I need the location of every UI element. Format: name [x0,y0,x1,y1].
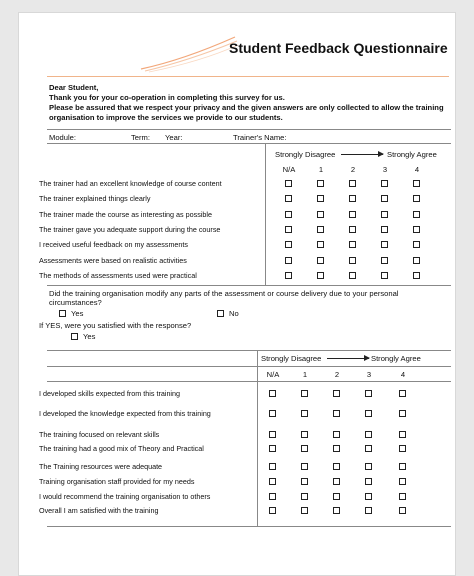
rating-checkbox-s2-3-4[interactable] [399,431,406,438]
rating-checkbox-s1-7-2[interactable] [349,272,356,279]
modify-no-checkbox[interactable] [217,310,224,317]
modify-question-line-1: Did the training organisation modify any parts of the assessment or course delivery due to your personal [49,289,399,298]
section2-top-line [47,350,451,351]
question-s1-3: The trainer made the course as interesting as possible [39,209,212,219]
modify-question-line-2: circumstances? [49,298,102,307]
rating-checkbox-s2-6-1[interactable] [301,478,308,485]
column-header-2: 2 [350,165,356,174]
rating-checkbox-s2-7-3[interactable] [365,493,372,500]
column-header-2-0: N/A [266,370,280,379]
module-row-bottom-line [47,143,451,144]
rating-checkbox-s2-1-1[interactable] [301,390,308,397]
intro-line-2: Please be assured that we respect your privacy and the given answers are only collected to allow the training [49,103,444,112]
rating-checkbox-s2-1-4[interactable] [399,390,406,397]
rating-checkbox-s2-4-3[interactable] [365,445,372,452]
section1-divider [265,143,266,285]
strongly-disagree-label: Strongly Disagree [275,150,336,159]
rating-checkbox-s2-8-4[interactable] [399,507,406,514]
rating-checkbox-s1-1-2[interactable] [349,180,356,187]
rating-checkbox-s2-4-1[interactable] [301,445,308,452]
rating-checkbox-s2-6-2[interactable] [333,478,340,485]
rating-checkbox-s2-7-1[interactable] [301,493,308,500]
question-s1-4: The trainer gave you adequate support during the course [39,224,221,234]
rating-checkbox-s2-3-1[interactable] [301,431,308,438]
rating-checkbox-s1-3-2[interactable] [349,211,356,218]
rating-checkbox-s1-5-1[interactable] [317,241,324,248]
strongly-agree-label-2: Strongly Agree [371,354,421,363]
question-s2-8: Overall I am satisfied with the training [39,506,159,515]
rating-checkbox-s2-5-4[interactable] [399,463,406,470]
rating-checkbox-s2-4-2[interactable] [333,445,340,452]
rating-checkbox-s1-3-4[interactable] [413,211,420,218]
question-s1-2: The trainer explained things clearly [39,194,151,204]
followup-yes-checkbox[interactable] [71,333,78,340]
term-label: Term: [131,133,150,142]
rating-checkbox-s1-7-3[interactable] [381,272,388,279]
rating-checkbox-s1-7-4[interactable] [413,272,420,279]
question-s1-1: The trainer had an excellent knowledge of course content [39,179,222,188]
rating-checkbox-s2-5-2[interactable] [333,463,340,470]
rating-checkbox-s1-1-1[interactable] [317,180,324,187]
decorative-swoosh [139,33,239,73]
rating-checkbox-s2-6-4[interactable] [399,478,406,485]
question-s2-1: I developed skills expected from this training [39,389,181,398]
question-s2-2: I developed the knowledge expected from this training [39,409,211,418]
rating-checkbox-s1-1-0[interactable] [285,180,292,187]
question-s2-7: I would recommend the training organisation to others [39,492,211,501]
rating-checkbox-s2-3-2[interactable] [333,431,340,438]
column-header-2-3: 3 [366,370,372,379]
rating-checkbox-s1-6-0[interactable] [285,257,292,264]
modify-no-label: No [229,309,239,318]
question-s1-7: The methods of assessments used were practical [39,270,197,280]
rating-checkbox-s1-4-1[interactable] [317,226,324,233]
question-s2-5: The Training resources were adequate [39,462,163,471]
rating-checkbox-s2-5-1[interactable] [301,463,308,470]
rating-checkbox-s2-2-1[interactable] [301,410,308,417]
table-top-line [47,129,451,130]
section1-bottom-line [47,285,451,286]
scale-arrow-icon-2 [327,358,369,359]
rating-checkbox-s2-7-4[interactable] [399,493,406,500]
column-header-4: 4 [414,165,420,174]
modify-yes-checkbox[interactable] [59,310,66,317]
rating-checkbox-s1-6-3[interactable] [381,257,388,264]
intro-greeting: Dear Student, [49,83,99,92]
section2-colhead-line [47,381,451,382]
rating-checkbox-s1-1-3[interactable] [381,180,388,187]
rating-checkbox-s1-4-0[interactable] [285,226,292,233]
rating-checkbox-s2-2-4[interactable] [399,410,406,417]
strongly-disagree-label-2: Strongly Disagree [261,354,322,363]
question-s1-6: Assessments were based on realistic activities [39,255,187,265]
rating-checkbox-s1-6-4[interactable] [413,257,420,264]
rating-checkbox-s2-1-3[interactable] [365,390,372,397]
column-header-2-2: 2 [334,370,340,379]
rating-checkbox-s1-5-0[interactable] [285,241,292,248]
rating-checkbox-s2-8-1[interactable] [301,507,308,514]
intro-line-1: Thank you for your co-operation in completing this survey for us. [49,93,285,102]
rating-checkbox-s1-6-2[interactable] [349,257,356,264]
rating-checkbox-s1-2-4[interactable] [413,195,420,202]
rating-checkbox-s2-8-2[interactable] [333,507,340,514]
rating-checkbox-s2-4-4[interactable] [399,445,406,452]
rating-checkbox-s2-7-2[interactable] [333,493,340,500]
rating-checkbox-s1-4-4[interactable] [413,226,420,233]
section2-header-line [47,366,451,367]
questionnaire-page [18,12,456,576]
column-header-2-1: 1 [302,370,308,379]
rating-checkbox-s2-2-3[interactable] [365,410,372,417]
column-header-2-4: 4 [400,370,406,379]
module-label: Module: [49,133,77,142]
column-header-0: N/A [282,165,296,174]
scale-arrow-icon [341,154,383,155]
year-label: Year: [165,133,183,142]
question-s2-6: Training organisation staff provided for my needs [39,477,195,486]
rating-checkbox-s2-5-0[interactable] [269,463,276,470]
rating-checkbox-s2-6-0[interactable] [269,478,276,485]
rating-checkbox-s1-4-2[interactable] [349,226,356,233]
rating-checkbox-s2-5-3[interactable] [365,463,372,470]
rating-checkbox-s1-3-0[interactable] [285,211,292,218]
rating-checkbox-s2-4-0[interactable] [269,445,276,452]
rating-checkbox-s1-4-3[interactable] [381,226,388,233]
rating-checkbox-s1-2-0[interactable] [285,195,292,202]
rating-checkbox-s2-3-3[interactable] [365,431,372,438]
header-divider [47,76,449,77]
rating-checkbox-s1-6-1[interactable] [317,257,324,264]
rating-checkbox-s1-1-4[interactable] [413,180,420,187]
rating-checkbox-s2-7-0[interactable] [269,493,276,500]
column-header-1: 1 [318,165,324,174]
rating-checkbox-s2-1-0[interactable] [269,390,276,397]
section2-bottom-line [47,526,451,527]
rating-checkbox-s1-5-4[interactable] [413,241,420,248]
rating-checkbox-s1-7-0[interactable] [285,272,292,279]
rating-checkbox-s2-8-0[interactable] [269,507,276,514]
rating-checkbox-s2-2-0[interactable] [269,410,276,417]
modify-yes-label: Yes [71,309,84,318]
column-header-3: 3 [382,165,388,174]
rating-checkbox-s2-8-3[interactable] [365,507,372,514]
rating-checkbox-s1-3-3[interactable] [381,211,388,218]
followup-yes-label: Yes [83,332,96,341]
rating-checkbox-s1-2-1[interactable] [317,195,324,202]
question-s2-3: The training focused on relevant skills [39,430,160,439]
intro-line-3: organisation to improve the services we provide to our students. [49,113,283,122]
rating-checkbox-s2-2-2[interactable] [333,410,340,417]
rating-checkbox-s1-2-3[interactable] [381,195,388,202]
rating-checkbox-s1-2-2[interactable] [349,195,356,202]
rating-checkbox-s2-6-3[interactable] [365,478,372,485]
followup-question: If YES, were you satisfied with the response? [39,321,192,330]
section2-divider [257,350,258,526]
rating-checkbox-s1-3-1[interactable] [317,211,324,218]
intro-text [49,83,449,123]
rating-checkbox-s1-5-3[interactable] [381,241,388,248]
trainer-name-label: Trainer's Name: [233,133,287,142]
question-s2-4: The training had a good mix of Theory and Practical [39,444,204,453]
rating-checkbox-s2-1-2[interactable] [333,390,340,397]
rating-checkbox-s1-7-1[interactable] [317,272,324,279]
rating-checkbox-s1-5-2[interactable] [349,241,356,248]
page-title: Student Feedback Questionnaire [229,40,448,56]
strongly-agree-label: Strongly Agree [387,150,437,159]
question-s1-5: I received useful feedback on my assessments [39,240,189,250]
rating-checkbox-s2-3-0[interactable] [269,431,276,438]
